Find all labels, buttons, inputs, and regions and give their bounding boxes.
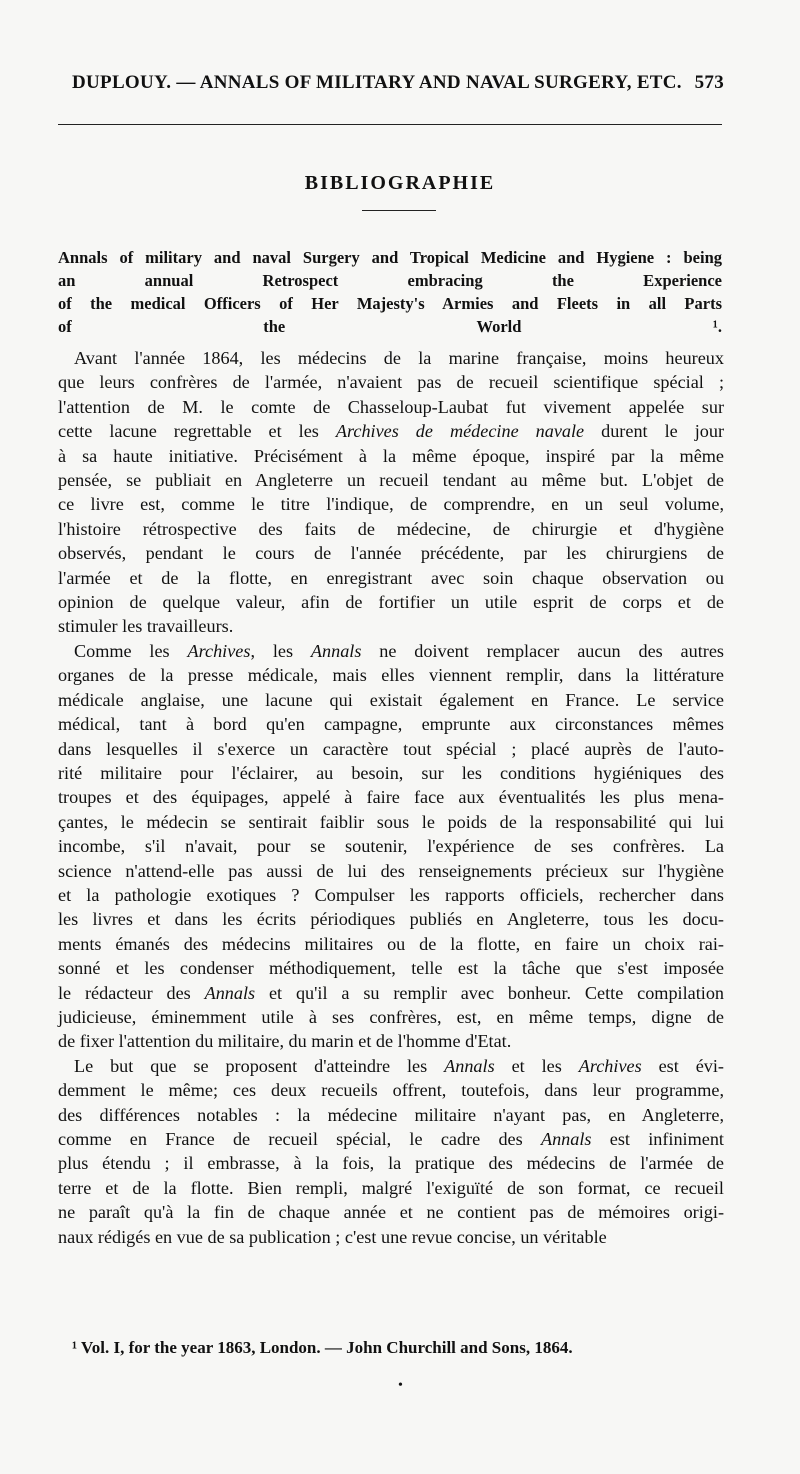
section-title: BIBLIOGRAPHIE	[304, 172, 496, 194]
footnote: ¹ Vol. I, for the year 1863, London. — John Churchill and Sons, 1864.	[72, 1338, 573, 1357]
text-line: pensée, se publiait en Angleterre un recueil tendant au même but. L'objet de	[58, 470, 724, 491]
text-line: comme en France de recueil spécial, le cadre des Annals est infiniment	[58, 1129, 724, 1149]
body-text	[58, 346, 724, 1249]
text-line: dans lesquelles il s'exerce un caractère tout spécial ; placé auprès de l'auto-	[58, 738, 724, 759]
text-line: terre et de la flotte. Bien rempli, malgré l'exiguïté de son format, ce recueil	[58, 1177, 724, 1198]
text-line: de fixer l'attention du militaire, du marin et de l'homme d'Etat.	[58, 1031, 512, 1052]
book-title	[58, 246, 722, 338]
text-line: l'armée et de la flotte, en enregistrant avec soin chaque observation ou	[58, 567, 724, 588]
text-line: ce livre est, comme le titre l'indique, de comprendre, en un seul volume,	[58, 494, 724, 515]
text-line: médical, tant à bord qu'en campagne, emprunte aux circonstances mêmes	[58, 714, 724, 735]
text-line: troupes et des équipages, appelé à faire face aux éventualités les plus mena-	[58, 787, 724, 808]
text-line: l'histoire rétrospective des faits de médecine, de chirurgie et d'hygiène	[58, 518, 724, 539]
text-line: observés, pendant le cours de l'année précédente, par les chirurgiens de	[58, 543, 724, 564]
text-line: Comme les Archives, les Annals ne doivent remplacer aucun des autres	[74, 640, 724, 661]
text-line: cette lacune regrettable et les Archives de médecine navale durent le jour	[58, 421, 725, 442]
text-line: médicale anglaise, une lacune qui existait également en France. Le service	[58, 689, 724, 710]
text-line: des différences notables : la médecine militaire n'ayant pas, en Angleterre,	[58, 1104, 724, 1125]
text-line: rité militaire pour l'éclairer, au besoin, sur les conditions hygiéniques des	[58, 762, 724, 783]
text-line: organes de la presse médicale, mais elles viennent remplir, dans la littérature	[58, 665, 724, 686]
paragraph	[58, 346, 724, 639]
title-rule	[362, 210, 436, 211]
text-line: stimuler les travailleurs.	[58, 616, 234, 637]
text-line: ments émanés des médecins militaires ou de la flotte, en faire un choix rai-	[58, 933, 724, 954]
paragraph	[58, 639, 724, 1054]
text-line: opinion de quelque valeur, afin de fortifier un utile esprit de corps et de	[58, 592, 724, 613]
text-line: ne paraît qu'à la fin de chaque année et ne contient pas de mémoires origi-	[58, 1202, 724, 1223]
running-title: DUPLOUY. — ANNALS OF MILITARY AND NAVAL SURGERY, ETC.	[72, 72, 682, 93]
book-title-line: of the medical Officers of Her Majesty's Armies and Fleets in all Parts	[58, 294, 722, 313]
text-line: science n'attend-elle pas aussi de lui des renseignements précieux sur l'hygiène	[58, 860, 724, 881]
stray-mark: •	[398, 1378, 403, 1393]
book-title-line: an annual Retrospect embracing the Experience	[58, 271, 722, 290]
paragraph	[58, 1054, 724, 1249]
text-line: Le but que se proposent d'atteindre les Annals et les Archives est évi-	[74, 1055, 724, 1076]
text-line: naux rédigés en vue de sa publication ; c'est une revue concise, un véritable	[58, 1226, 607, 1247]
text-line: plus étendu ; il embrasse, à la fois, la pratique des médecins de l'armée de	[58, 1153, 724, 1174]
text-line: sonné et les condenser méthodiquement, telle est la tâche que s'est imposée	[58, 958, 724, 979]
header-rule	[58, 124, 722, 125]
book-title-line: of the World ¹.	[58, 317, 722, 336]
text-line: Avant l'année 1864, les médecins de la marine française, moins heureux	[74, 348, 724, 368]
text-line: et la pathologie exotiques ? Compulser les rapports officiels, rechercher dans	[58, 884, 724, 905]
running-head	[72, 72, 724, 94]
page-number: 573	[694, 72, 724, 93]
text-line: incombe, s'il n'avait, pour se soutenir, l'expérience de ses confrères. La	[58, 836, 724, 857]
text-line: les livres et dans les écrits périodiques publiés en Angleterre, tous les docu-	[58, 909, 724, 930]
text-line: l'attention de M. le comte de Chasseloup-Laubat fut vivement appelée sur	[58, 396, 724, 417]
text-line: que leurs confrères de l'armée, n'avaient pas de recueil scientifique spécial ;	[58, 372, 724, 393]
text-line: judicieuse, éminemment utile à ses confrères, est, en même temps, digne de	[58, 1006, 724, 1027]
text-line: le rédacteur des Annals et qu'il a su remplir avec bonheur. Cette compilation	[58, 982, 725, 1003]
text-line: demment le même; ces deux recueils offrent, toutefois, dans leur programme,	[58, 1080, 724, 1101]
book-title-line: Annals of military and naval Surgery and Tropical Medicine and Hygiene : being	[58, 248, 722, 267]
text-line: à sa haute initiative. Précisément à la même époque, inspiré par la même	[58, 445, 724, 466]
text-line: çantes, le médecin se sentirait faiblir sous le poids de la responsabilité qui lui	[58, 811, 724, 832]
